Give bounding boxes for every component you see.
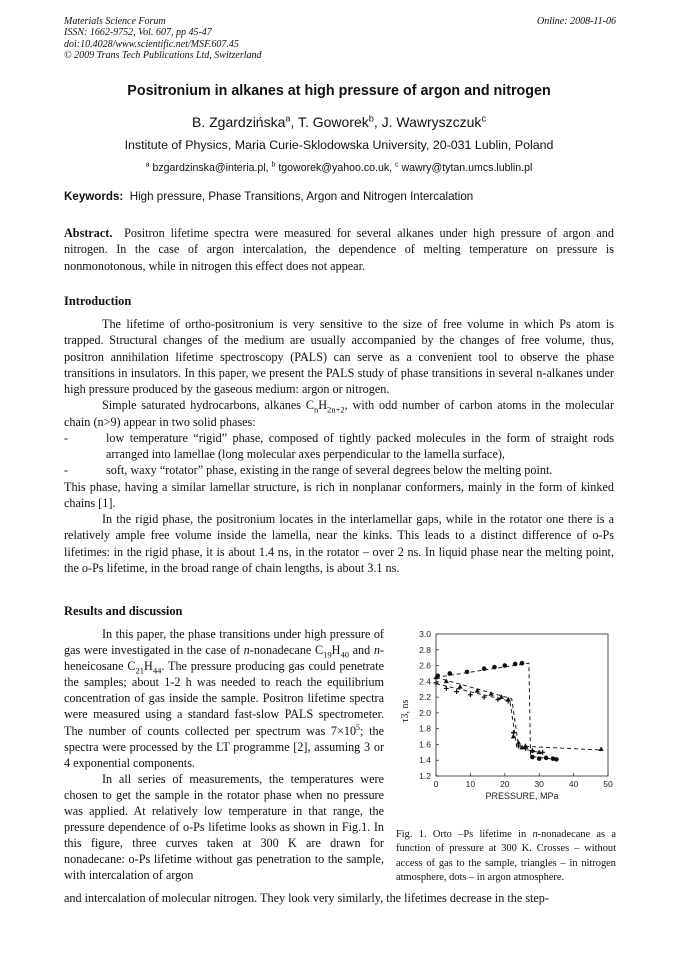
- plot-frame: [436, 634, 608, 776]
- email-link[interactable]: bzgardzinska@interia.pl,: [149, 162, 272, 174]
- text-run: -nonadecane C: [249, 643, 324, 658]
- email-mark: a: [145, 161, 150, 169]
- paragraph: In all series of measurements, the temperatures were chosen to get the sample in the rotator phase when no pressure was applied. At relatively low temperature in that range, the pressure dependence of o-Ps lifetime looks as shown in Fig.1. In this figure, three curves taken at 300 K are drawn for nonadecane: o-Ps lifetime without gas penetration to the sample, with intercalation of argon: [64, 771, 384, 883]
- list-dash: -: [64, 463, 69, 478]
- list-item-text: low temperature “rigid” phase, composed of tightly packed molecules in the form of straight rods arranged into lamellae (long molecular axes perpendicular to the lamella surface),: [106, 430, 614, 461]
- author-name: , J. Wawryszczuk: [373, 114, 482, 130]
- y-tick-label: 2.2: [419, 692, 431, 703]
- x-tick-label: 30: [534, 779, 544, 789]
- text-run: , with odd number of carbon atoms in the molecular chain (n>9) appear in two solid phases:: [64, 398, 615, 429]
- text-run: H: [331, 643, 341, 658]
- fit-line-no-gas: [436, 684, 543, 753]
- keywords-label: Keywords:: [64, 190, 124, 203]
- text-run: . The pressure producing gas could penetrate the samples; about 1-2 h was needed to reach the equilibrium concentration of gas inside the sample. Positron lifetime spectra were measured using a standard fast-slow PALS spectrometer. The number of counts collected per spectrum was 7×10: [64, 659, 385, 738]
- data-point-nitrogen: [457, 684, 462, 689]
- y-tick-label: 2.6: [419, 660, 431, 671]
- paragraph: The lifetime of ortho-positronium is very sensitive to the size of free volume in which Ps atom is trapped. Structural changes of the medium are usually accompanied by the changes of free volume, thus, positron annihilation lifetime spectroscopy (PALS) can serve as a convenient tool to observe the phase transitions in insulators. In this paper, we present the PALS study of phase transitions in several n-alkanes under high pressure produced by the gaseous medium: argon or nitrogen.: [64, 317, 614, 396]
- x-axis-label: PRESSURE, MPa: [485, 791, 559, 801]
- subscript: 21: [135, 665, 145, 676]
- y-tick-label: 2.0: [419, 707, 431, 718]
- data-point-argon: [465, 670, 470, 675]
- abstract-text: Positron lifetime spectra were measured for several alkanes under high pressure of argon and nitrogen. In the case of argon intercalation, the dependence of melting temperature on pressure is nonmonotonous, while in nitrogen this effect does not appear.: [64, 226, 614, 273]
- list-dash: -: [64, 430, 69, 445]
- y-tick-label: 1.4: [419, 755, 431, 766]
- paragraph: [64, 626, 384, 771]
- paragraph: In the rigid phase, the positronium locates in the interlamellar gaps, while in the rotator one there is a relatively ample free volume inside the lamella, near the kinks. This leads to a distinct difference of o-Ps lifetimes: in the rigid phase, it is about 1.4 ns, in the rotator – over 2 ns. In liquid phase near the melting point, the o-Ps lifetime, in the broad range of chain lengths, is about 3.1 ns.: [64, 512, 614, 575]
- x-tick-label: 20: [500, 779, 510, 789]
- email-mark: c: [395, 161, 399, 169]
- paragraph: This phase, having a similar lamellar structure, is rich in nonplanar conformers, mainly in the form of kinked chains [1].: [64, 479, 614, 510]
- data-point-argon: [520, 661, 525, 666]
- subscript: 44: [152, 665, 162, 676]
- text-run: n: [373, 643, 380, 658]
- y-tick-label: 2.4: [419, 676, 431, 687]
- data-point-argon: [544, 756, 549, 761]
- data-point-argon: [537, 756, 542, 761]
- results-body: [64, 626, 384, 884]
- subscript: 19: [323, 649, 332, 660]
- text-run: n: [243, 643, 250, 658]
- list-item: [64, 462, 614, 478]
- text-run: H: [144, 659, 153, 674]
- data-point-nitrogen: [444, 679, 449, 684]
- keywords-text: High pressure, Phase Transitions, Argon and Nitrogen Intercalation: [129, 190, 474, 203]
- figure-caption: [396, 828, 616, 885]
- list-item: [64, 430, 614, 463]
- x-tick-label: 10: [465, 779, 476, 789]
- text-run: H: [318, 398, 328, 413]
- online-date: Online: 2008-11-06: [537, 16, 616, 27]
- data-point-argon: [530, 755, 535, 760]
- email-mark: b: [271, 161, 276, 169]
- superscript: 5: [356, 722, 361, 732]
- y-tick-label: 1.8: [419, 723, 431, 734]
- author-name: B. Zgardzińska: [192, 114, 286, 130]
- journal-doi: doi:10.4028/www.scientific.net/MSF.607.45: [64, 38, 239, 50]
- text-run: ; the spectra were processed by the LT programme [2], assuming 3 or 4 exponential components.: [64, 723, 384, 770]
- subscript: n: [313, 404, 319, 415]
- figure-1-chart: [396, 624, 616, 820]
- paragraph: [64, 397, 614, 430]
- abstract: [64, 225, 614, 274]
- x-tick-label: 50: [603, 779, 613, 789]
- data-point-nitrogen: [599, 746, 604, 751]
- data-point-argon: [447, 671, 452, 676]
- data-point-nitrogen: [475, 688, 480, 693]
- author-name: , T. Goworek: [290, 114, 369, 130]
- data-point-argon: [503, 663, 508, 668]
- section-heading-introduction: Introduction: [64, 294, 132, 308]
- data-point-no-gas: [511, 730, 516, 735]
- subscript: 2n+2: [327, 404, 345, 415]
- y-tick-label: 2.8: [419, 644, 431, 655]
- data-point-no-gas: [468, 692, 473, 697]
- journal-copyright: © 2009 Trans Tech Publications Ltd, Switzerland: [64, 49, 262, 61]
- y-tick-label: 3.0: [419, 629, 431, 639]
- x-tick-label: 0: [433, 779, 439, 789]
- author-mark: a: [285, 113, 291, 124]
- keywords: [64, 190, 616, 203]
- text-run: In this paper, the phase transitions under high pressure of gas were investigated in the case of: [64, 627, 384, 658]
- email-link[interactable]: wawry@tytan.umcs.lublin.pl: [398, 162, 533, 174]
- data-point-no-gas: [444, 686, 449, 691]
- x-tick-label: 40: [568, 779, 579, 789]
- author-mark: c: [481, 113, 486, 124]
- data-point-no-gas: [454, 689, 459, 694]
- y-tick-label: 1.2: [419, 771, 431, 781]
- abstract-label: Abstract.: [64, 226, 113, 240]
- y-tick-label: 1.6: [419, 739, 431, 750]
- section-heading-results: Results and discussion: [64, 604, 183, 618]
- journal-name: Materials Science Forum: [64, 16, 166, 27]
- data-point-argon: [554, 757, 559, 762]
- text-run: -heneicosane C: [64, 643, 384, 674]
- paper-title: Positronium in alkanes at high pressure of argon and nitrogen: [127, 83, 551, 99]
- data-point-argon: [513, 662, 518, 667]
- text-run: and: [348, 643, 374, 658]
- affiliation: Institute of Physics, Maria Curie-Sklodowska University, 20-031 Lublin, Poland: [124, 138, 554, 152]
- text-run: Simple saturated hydrocarbons, alkanes C: [102, 398, 314, 413]
- data-point-argon: [492, 665, 497, 670]
- email-link[interactable]: tgoworek@yahoo.co.uk,: [275, 162, 396, 174]
- author-list: [64, 114, 614, 130]
- journal-issn: ISSN: 1662-9752, Vol. 607, pp 45-47: [64, 27, 212, 39]
- caption-text: Fig. 1. Orto –Ps lifetime in: [396, 829, 533, 840]
- data-point-argon: [482, 666, 487, 671]
- fit-line-argon: [436, 663, 556, 759]
- introduction-body: [64, 316, 614, 576]
- y-axis-label: τ3, ns: [400, 699, 411, 723]
- caption-text: n: [532, 829, 538, 840]
- list-item-text: soft, waxy “rotator” phase, existing in the range of several degrees below the melting point.: [106, 463, 553, 478]
- author-mark: b: [368, 113, 374, 124]
- journal-header: [64, 16, 616, 61]
- caption-text: -nonadecane as a function of pressure at 300 K. Crosses – without access of gas to the sample, triangles – in nitrogen atmosphere, dots – in argon atmosphere.: [396, 829, 616, 883]
- paragraph-continuation: and intercalation of molecular nitrogen. They look very similarly, the lifetimes decrease in the step-: [64, 891, 549, 905]
- subscript: 40: [340, 649, 349, 660]
- author-emails: [64, 162, 614, 174]
